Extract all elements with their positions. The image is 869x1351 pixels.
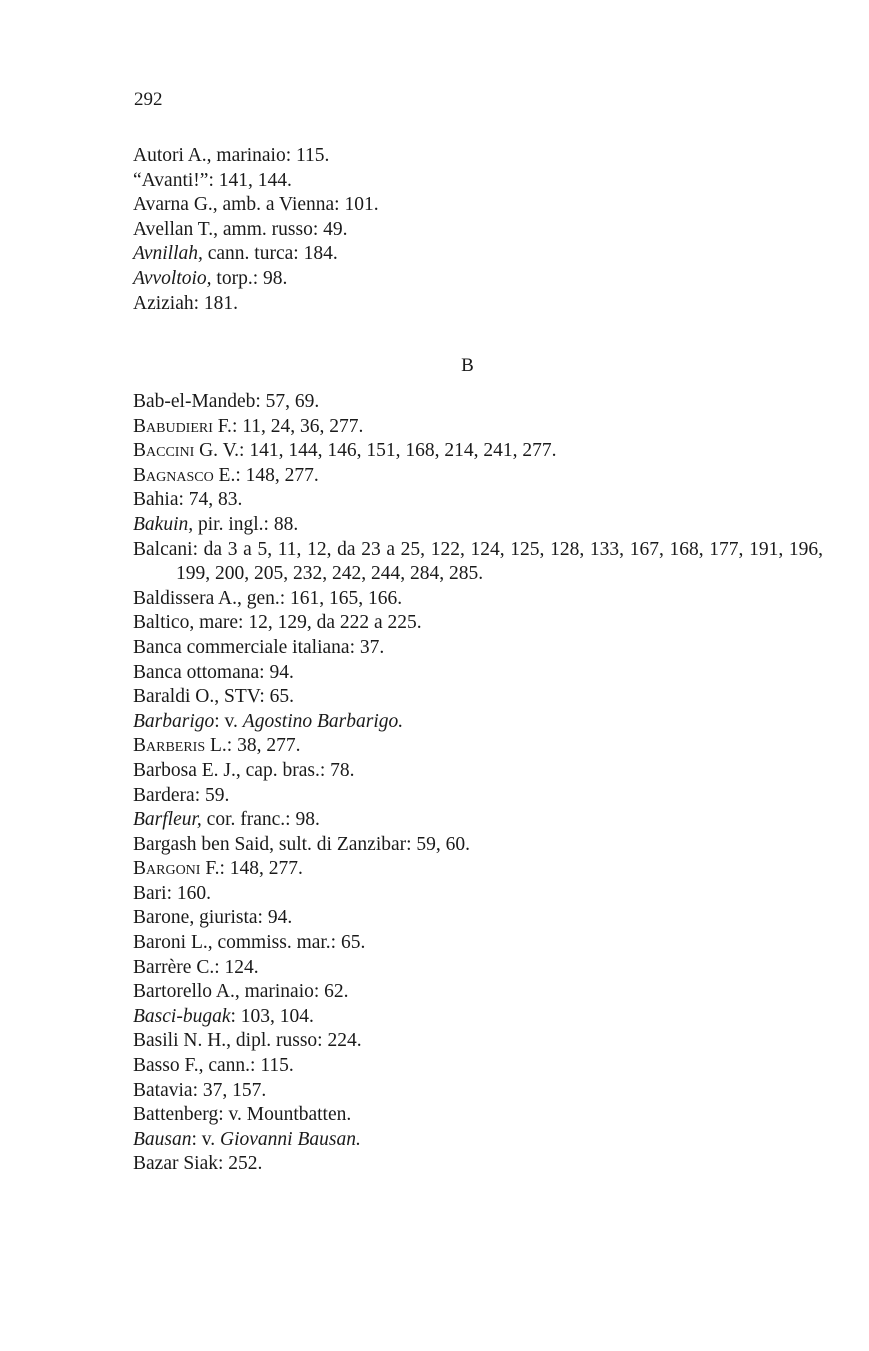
index-entry-references: : 124.	[214, 956, 259, 978]
index-entry	[133, 193, 823, 218]
index-entry-heading: Babudieri F.	[133, 415, 232, 437]
index-entry-heading: Basili N. H.	[133, 1030, 227, 1052]
index-entry	[133, 734, 823, 759]
index-entry-heading: Bazar Siak	[133, 1153, 219, 1175]
index-entry	[133, 292, 823, 317]
index-entry	[133, 218, 823, 243]
index-entry	[133, 685, 823, 710]
index-entry	[133, 1152, 823, 1177]
index-entry-references: cann. turca: 184.	[202, 243, 338, 265]
index-entry-references: , dipl. russo: 224.	[226, 1030, 362, 1052]
index-entry-heading: Barfleur,	[133, 809, 202, 831]
index-entry-heading: Bagnasco E.	[133, 464, 236, 486]
index-entry-heading: Avarna G.	[133, 194, 213, 216]
index-entry-heading: Avvoltoio,	[133, 267, 212, 289]
index-entry-heading: Batavia	[133, 1079, 193, 1101]
index-entry	[133, 464, 823, 489]
index-entry-heading: Bari	[133, 882, 167, 904]
index-entry-heading: Barbosa E. J.	[133, 759, 236, 781]
index-entry-heading: Baroni L.	[133, 932, 208, 954]
index-entry	[133, 587, 823, 612]
index-entry-heading: Barone	[133, 907, 190, 929]
index-entry-references: : v.	[191, 1128, 221, 1150]
index-entry	[133, 1128, 823, 1153]
index-entries-a	[133, 144, 823, 316]
index-entry-references: : 74, 83.	[178, 489, 243, 511]
index-entry	[133, 1029, 823, 1054]
index-entry	[133, 488, 823, 513]
index-entry-heading: Banca ottomana	[133, 661, 260, 683]
index-entry-references: : v.	[214, 710, 243, 732]
index-entry-heading: Basso F.	[133, 1055, 199, 1077]
index-entry-heading: Battenberg	[133, 1104, 219, 1126]
index-entry	[133, 661, 823, 686]
index-entry-references: torp.: 98.	[211, 267, 288, 289]
index-entry-heading: Baraldi O.	[133, 686, 215, 708]
index-entry-crossref: Giovanni Bausan.	[220, 1128, 361, 1150]
index-entry	[133, 906, 823, 931]
index-entry-references: , cann.: 115.	[198, 1055, 294, 1077]
index-entry	[133, 267, 823, 292]
index-entry-heading: Barrère C.	[133, 956, 215, 978]
index-entry-references: pir. ingl.: 88.	[193, 513, 299, 535]
index-entry	[133, 144, 823, 169]
index-entry-heading: Bardera	[133, 784, 195, 806]
index-entry	[133, 513, 823, 538]
index-entry-references: : 252.	[218, 1153, 263, 1175]
index-entry-crossref: Agostino Barbarigo.	[242, 710, 404, 732]
index-entry-references: : 148, 277.	[219, 858, 303, 880]
index-entry-references: : da 3 a 5, 11, 12, da 23 a 25, 122, 124, 125, 128, 133, 167, 168, 177, 191, 196, 199, 200, 205, 232, 242, 244, 284, 285.	[176, 538, 823, 585]
section-letter: B	[461, 355, 474, 376]
index-entry	[133, 931, 823, 956]
index-entry-references: , commiss. mar.: 65.	[207, 932, 366, 954]
index-entry-references: : 181.	[193, 292, 239, 314]
index-entry	[133, 882, 823, 907]
index-entry-heading: Bargoni F.	[133, 858, 220, 880]
index-entry-heading: Bargash ben Said	[133, 833, 270, 855]
index-entry-heading: Avnillah,	[133, 243, 203, 265]
index-entry	[133, 415, 823, 440]
index-entry-heading: Bausan	[133, 1128, 192, 1150]
index-entry-references: : 141, 144.	[208, 169, 292, 191]
index-entry	[133, 833, 823, 858]
index-entry-references: , giurista: 94.	[189, 907, 293, 929]
index-entry-heading: Barbarigo	[133, 710, 215, 732]
index-entry-references: : 148, 277.	[235, 464, 319, 486]
index-entry-heading: Aziziah	[133, 292, 194, 314]
index-entry-references: : 12, 129, da 222 a 225.	[238, 612, 422, 634]
index-entry	[133, 980, 823, 1005]
index-entry	[133, 242, 823, 267]
index-entry	[133, 636, 823, 661]
index-entry-heading: Baccini G. V.	[133, 440, 240, 462]
index-entry-heading: Bakuin,	[133, 513, 194, 535]
index-entry	[133, 390, 823, 415]
index-entry-heading: Barberis L.	[133, 735, 227, 757]
index-entry-references: : 37, 157.	[192, 1079, 267, 1101]
index-entry	[133, 1079, 823, 1104]
index-entry	[133, 1103, 823, 1128]
index-entry	[133, 611, 823, 636]
index-entry-references: , gen.: 161, 165, 166.	[236, 587, 403, 609]
index-entry-heading: Baldissera A.	[133, 587, 237, 609]
index-entry-references: : 94.	[259, 661, 294, 683]
index-entry-heading: “Avanti!”	[133, 169, 209, 191]
index-entry	[133, 1054, 823, 1079]
index-entry-references: , marinaio: 115.	[206, 145, 330, 166]
index-entry-heading: Autori A.	[133, 145, 207, 166]
index-entry-references: , STV: 65.	[214, 686, 295, 708]
index-entry-heading: Bab-el-Mandeb	[133, 391, 256, 412]
index-entry-heading: Baltico, mare	[133, 612, 239, 634]
index-entry-references: : 57, 69.	[255, 391, 320, 412]
index-entry-references: : 103, 104.	[230, 1005, 314, 1027]
index-entry-heading: Basci-bugak	[133, 1005, 231, 1027]
index-entry-heading: Bahia	[133, 489, 179, 511]
index-entry-references: : 37.	[349, 636, 385, 658]
index-entry-references: , cap. bras.: 78.	[235, 759, 355, 781]
index-entry-references: , sult. di Zanzibar: 59, 60.	[269, 833, 471, 855]
index-entry	[133, 439, 823, 464]
index-entry	[133, 784, 823, 809]
index-entry	[133, 1005, 823, 1030]
index-entry-heading: Banca commerciale italiana	[133, 636, 350, 658]
index-entry	[133, 956, 823, 981]
index-entry-references: : v. Mountbatten.	[218, 1104, 352, 1126]
page-number: 292	[134, 89, 163, 110]
index-entry	[133, 710, 823, 735]
index-entry	[133, 857, 823, 882]
index-entry-heading: Bartorello A.	[133, 981, 235, 1003]
index-entry-references: : 38, 277.	[226, 735, 301, 757]
index-entry	[133, 808, 823, 833]
index-entry	[133, 538, 823, 587]
index-entry-references: , amb. a Vienna: 101.	[212, 194, 379, 216]
index-entry-references: , amm. russo: 49.	[213, 218, 348, 240]
index-entry-references: : 160.	[166, 882, 211, 904]
index-entry-references: cor. franc.: 98.	[201, 809, 320, 831]
index-entry	[133, 169, 823, 194]
index-entry-heading: Balcani	[133, 538, 193, 560]
index-entry-references: , marinaio: 62.	[234, 981, 349, 1003]
index-entry-references: : 11, 24, 36, 277.	[231, 415, 364, 437]
index-entry-references: : 141, 144, 146, 151, 168, 214, 241, 277.	[239, 440, 557, 462]
index-entry-references: : 59.	[194, 784, 230, 806]
index-entry	[133, 759, 823, 784]
index-entry-heading: Avellan T.	[133, 218, 214, 240]
index-entries-b	[133, 390, 823, 1177]
